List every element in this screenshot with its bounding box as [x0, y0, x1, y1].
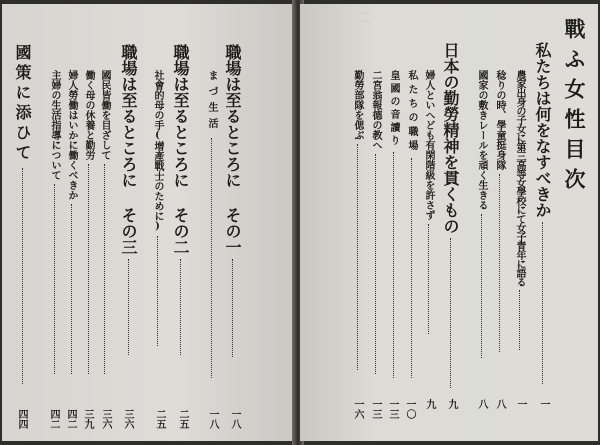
dot-leader [542, 222, 543, 384]
toc-heading [14, 44, 30, 388]
toc-subentry-label: 婦人勞働はいかに働くべきか [66, 70, 77, 200]
toc-heading [442, 42, 458, 392]
toc-subentry [476, 70, 486, 362]
toc-heading [120, 44, 136, 359]
toc-subentry-label: 勤勞部隊を偲ぶ [352, 70, 363, 140]
dot-leader [450, 238, 451, 388]
dot-leader [481, 214, 482, 358]
page-number: 一三 [370, 399, 381, 419]
toc-subentry [388, 70, 398, 382]
page-number: 一八 [207, 409, 218, 429]
toc-subentry-label: 農家出身の子女に第三高等女學校にて女子青年に語る [514, 70, 525, 286]
page-number: 一八 [229, 409, 240, 429]
toc-subentry [49, 70, 59, 378]
dot-leader [157, 236, 158, 346]
toc-subentry [514, 70, 524, 354]
page-number: 四四 [16, 409, 27, 429]
left-page [2, 4, 295, 441]
page-number: 一〇 [404, 399, 415, 419]
dot-leader [71, 204, 72, 374]
page-number: 二五 [177, 409, 188, 429]
page-number: 一 [515, 399, 526, 409]
dot-leader [180, 259, 181, 355]
page-number: 一 [538, 399, 549, 409]
dot-leader [128, 259, 129, 355]
dot-leader [411, 158, 412, 378]
page-number: 四二 [65, 409, 76, 429]
dot-leader [232, 259, 233, 357]
page-number: 八 [476, 399, 487, 409]
toc-subentry-label: 私たちの職場 [406, 70, 417, 154]
dot-leader [54, 184, 55, 374]
toc-subentry [370, 70, 380, 378]
bleed-through-mark: 二 [354, 10, 370, 24]
toc-subentry [83, 70, 93, 378]
page-number: 八 [494, 399, 505, 409]
toc-subentry-label: 主婦の生活指導について [49, 70, 60, 180]
toc-subentry-label: 二宮翁報德の教へ [370, 70, 381, 150]
dot-leader [519, 290, 520, 350]
toc-subentry-label: 婦人といへども有閑階級を許さず [423, 70, 434, 220]
toc-subentry [99, 70, 109, 378]
toc-subentry [206, 70, 216, 382]
dot-leader [104, 164, 105, 374]
toc-subentry [494, 70, 504, 356]
toc-heading-label: 國策に添ひて [13, 44, 32, 164]
toc-subentry-label: 働く母の休養と勤労 [83, 70, 94, 160]
page-number: 三六 [122, 409, 133, 429]
toc-subentry-label: 國家の敷きレールを頑く生きる [476, 70, 487, 210]
toc-heading-label: 日本の勤勞精神を貫くもの [441, 42, 460, 234]
toc-subentry-label: 國民皆働を目ざして [99, 70, 110, 160]
toc-heading-label: 職場は至るところに その二 [171, 44, 190, 255]
dot-leader [211, 138, 212, 378]
toc-subentry [406, 70, 416, 382]
dot-leader [88, 164, 89, 374]
toc-heading-label: 職場は至るところに その一 [223, 44, 242, 255]
toc-heading [534, 42, 550, 388]
toc-subentry-label: まづ生活 [206, 70, 217, 134]
toc-subentry [423, 70, 433, 338]
page-number: 九 [446, 399, 457, 409]
page-number: 三九 [82, 409, 93, 429]
dot-leader [375, 154, 376, 374]
dot-leader [357, 144, 358, 370]
toc-subentry-label: 社會的母の手(增產戰士のために) [152, 70, 163, 232]
toc-subentry [66, 70, 76, 378]
page-number: 九 [424, 399, 435, 409]
toc-heading [224, 44, 240, 361]
dot-leader [499, 174, 500, 352]
toc-subentry-label: 皇國の音讀り [388, 70, 399, 148]
dot-leader [393, 152, 394, 378]
toc-subentry-label: 稔りの時、學童挺身隊 [494, 70, 505, 170]
book-title: 戰ふ女性目次 [562, 18, 587, 198]
toc-subentry [352, 70, 362, 374]
page-number: 一三 [387, 399, 398, 419]
page-number: 一六 [352, 399, 363, 419]
page-number: 三六 [100, 409, 111, 429]
page-number: 二五 [154, 409, 165, 429]
toc-heading-label: 私たちは何をなすべきか [533, 42, 552, 218]
toc-heading [172, 44, 188, 359]
toc-heading-label: 職場は至るところに その三 [119, 44, 138, 255]
dot-leader [428, 224, 429, 334]
dot-leader [22, 168, 23, 384]
toc-subentry [152, 70, 162, 350]
page-number: 四二 [48, 409, 59, 429]
right-page [300, 4, 598, 441]
